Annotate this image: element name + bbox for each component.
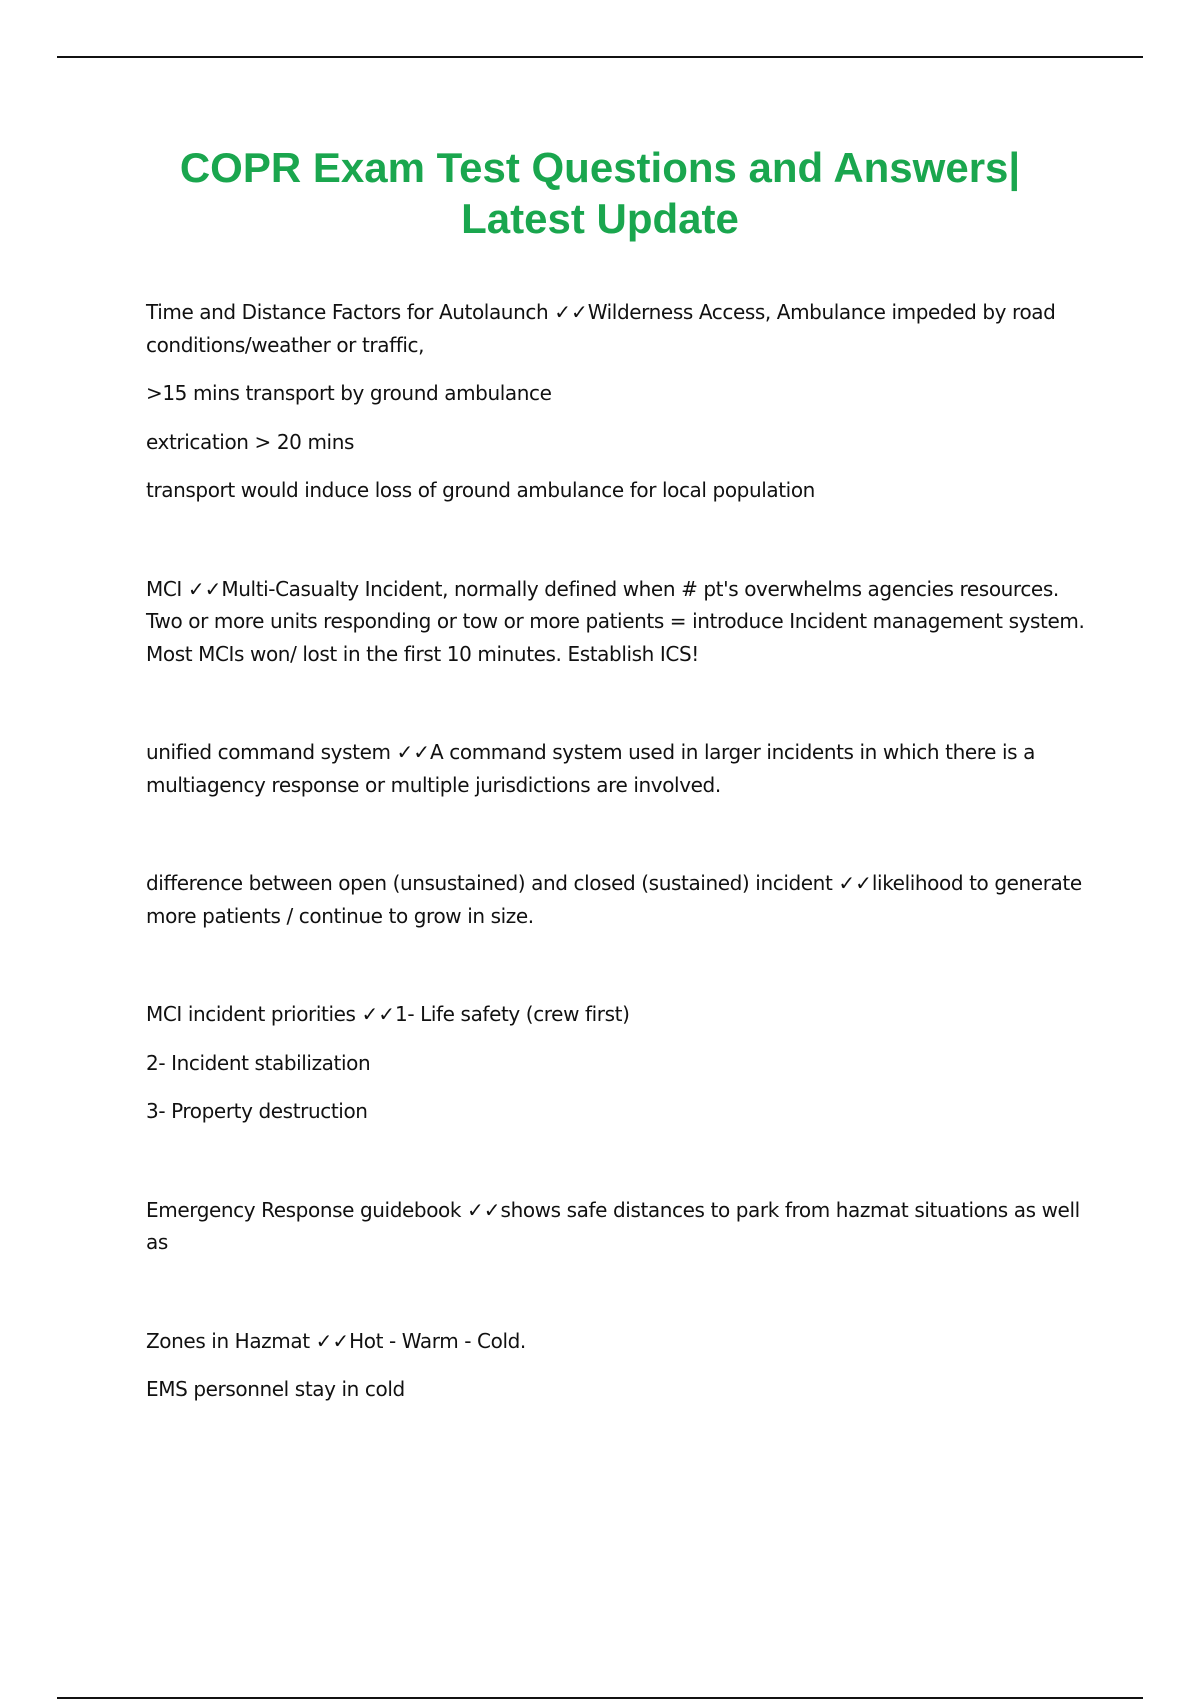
- qa-line: [146, 867, 1096, 932]
- qa-answer: Multi-Casualty Incident, normally defined when # pt's overwhelms agencies resources. Two or more units responding or tow or more patients = introduce Incident management system. Most MCIs won/ lost in the first 10 minutes. Establish ICS!: [146, 576, 1085, 666]
- qa-entry: [146, 1325, 1096, 1406]
- qa-line: 2- Incident stabilization: [146, 1050, 371, 1075]
- qa-term: unified command system: [146, 740, 391, 764]
- qa-term: difference between open (unsustained) and closed (sustained) incident: [146, 871, 833, 895]
- qa-content: [146, 296, 1096, 1472]
- qa-line: extrication > 20 mins: [146, 429, 354, 454]
- document-title: COPR Exam Test Questions and Answers| Latest Update: [179, 144, 1021, 242]
- qa-line: [146, 1194, 1096, 1259]
- qa-line: 3- Property destruction: [146, 1099, 368, 1123]
- qa-answer: shows safe distances to park from hazmat situations as well as: [146, 1197, 1080, 1254]
- qa-line: [146, 296, 1096, 361]
- check-mark-icon: ✓✓: [396, 740, 431, 764]
- check-mark-icon: ✓✓: [315, 1328, 350, 1353]
- top-rule: [57, 56, 1143, 58]
- qa-answer: Hot - Warm - Cold.: [349, 1328, 526, 1353]
- check-mark-icon: ✓✓: [467, 1197, 501, 1222]
- bottom-rule: [57, 1697, 1143, 1699]
- check-mark-icon: ✓✓: [361, 1002, 396, 1026]
- qa-answer: A command system used in larger incidents in which there is a multiagency response or multiple jurisdictions are involved.: [146, 740, 1035, 797]
- qa-line: [146, 736, 1096, 801]
- qa-term: Time and Distance Factors for Autolaunch: [146, 300, 549, 324]
- qa-answer: likelihood to generate more patients / continue to grow in size.: [146, 871, 1082, 928]
- qa-answer: 1- Life safety (crew first): [395, 1002, 630, 1026]
- qa-answer: Wilderness Access, Ambulance impeded by road conditions/weather or traffic,: [146, 300, 1056, 357]
- qa-entry: [146, 998, 1096, 1128]
- qa-term: MCI: [146, 576, 182, 601]
- qa-line: transport would induce loss of ground ambulance for local population: [146, 478, 815, 502]
- qa-line: >15 mins transport by ground ambulance: [146, 381, 552, 405]
- qa-term: MCI incident priorities: [146, 1002, 356, 1026]
- qa-entry: [146, 867, 1096, 932]
- check-mark-icon: ✓✓: [187, 576, 222, 601]
- qa-entry: [146, 1194, 1096, 1259]
- qa-entry: [146, 736, 1096, 801]
- qa-term: Zones in Hazmat: [146, 1328, 310, 1353]
- qa-line: EMS personnel stay in cold: [146, 1377, 405, 1401]
- qa-line: [146, 573, 1096, 671]
- check-mark-icon: ✓✓: [838, 871, 872, 895]
- qa-entry: [146, 296, 1096, 507]
- qa-line: [146, 998, 1096, 1031]
- qa-entry: [146, 573, 1096, 671]
- qa-line: [146, 1325, 1096, 1358]
- check-mark-icon: ✓✓: [554, 300, 588, 324]
- qa-term: Emergency Response guidebook: [146, 1197, 462, 1222]
